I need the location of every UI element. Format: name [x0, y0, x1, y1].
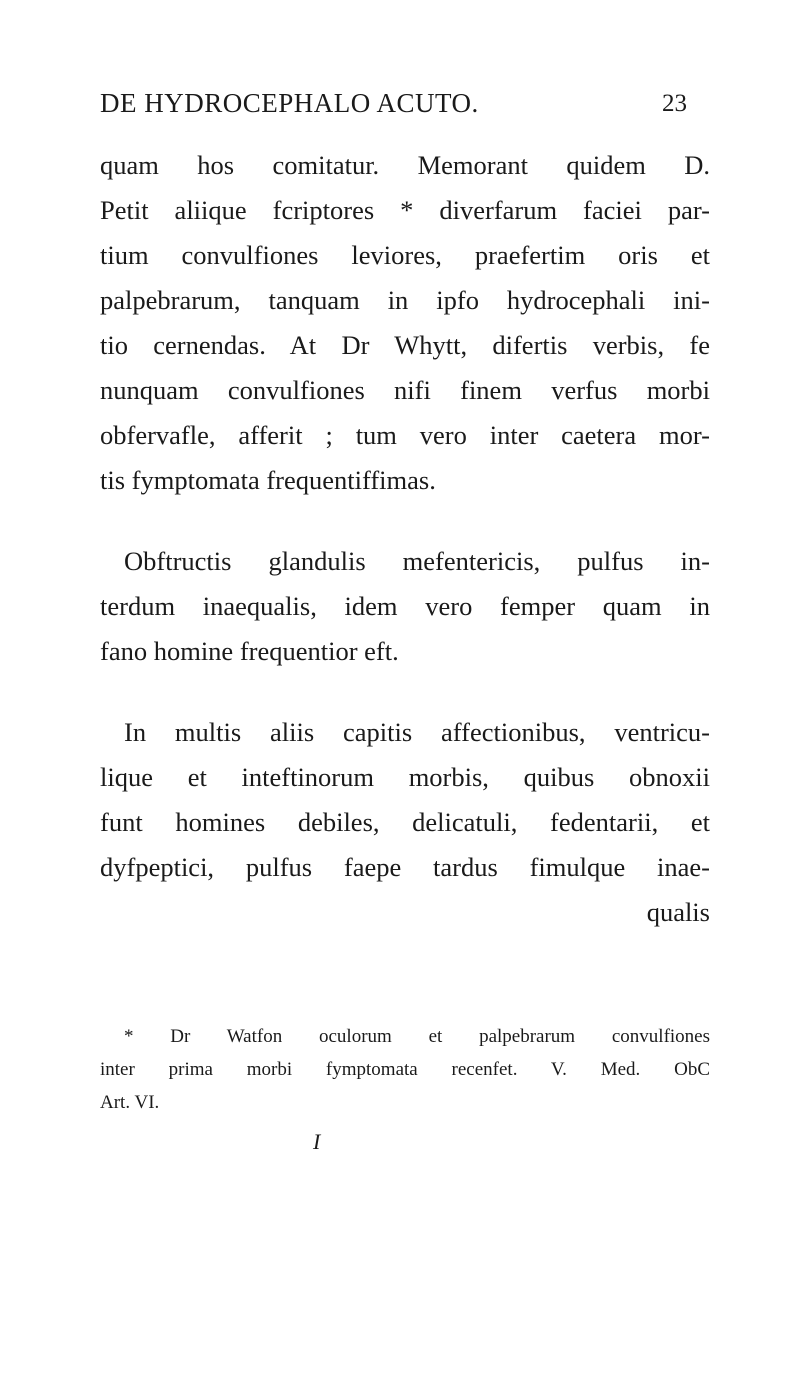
text-line: tio cernendas. At Dr Whytt, difertis verbis, fe	[100, 330, 710, 360]
text-line: funt homines debiles, delicatuli, fedentarii, et	[100, 807, 710, 837]
text-line: In multis aliis capitis affectionibus, ventricu-	[124, 717, 710, 747]
paragraph-gap	[100, 674, 710, 710]
text-line: lique et inteftinorum morbis, quibus obnoxii	[100, 762, 710, 792]
text-line: Petit aliique fcriptores * diverfarum faciei par-	[100, 195, 710, 225]
running-head	[100, 88, 700, 128]
text-line: palpebrarum, tanquam in ipfo hydrocephali ini-	[100, 285, 710, 315]
text-line: terdum inaequalis, idem vero femper quam in	[100, 591, 710, 621]
text-line: tium convulfiones leviores, praefertim oris et	[100, 240, 710, 270]
text-line: obfervafle, afferit ; tum vero inter caetera mor-	[100, 420, 710, 450]
footnote-line: Art. VI.	[100, 1092, 160, 1113]
catchword: I	[313, 1129, 321, 1154]
footnote	[100, 1020, 710, 1119]
footnote-line: inter prima morbi fymptomata recenfet. V. Med. ObC	[100, 1059, 710, 1080]
text-line: nunquam convulfiones nifi finem verfus morbi	[100, 375, 710, 405]
text-line: Obftructis glandulis mefentericis, pulfus in-	[124, 546, 710, 576]
page-number: 23	[662, 90, 687, 117]
text-line: qualis	[646, 897, 710, 927]
body-text	[100, 143, 710, 935]
running-title: DE HYDROCEPHALO ACUTO.	[100, 88, 479, 118]
footnote-line: * Dr Watfon oculorum et palpebrarum convulfiones	[124, 1026, 710, 1047]
text-line: tis fymptomata frequentiffimas.	[100, 465, 436, 495]
paragraph-gap	[100, 503, 710, 539]
text-line: fano homine frequentior eft.	[100, 636, 399, 666]
text-line: quam hos comitatur. Memorant quidem D.	[100, 150, 710, 180]
text-line: dyfpeptici, pulfus faepe tardus fimulque inae-	[100, 852, 710, 882]
